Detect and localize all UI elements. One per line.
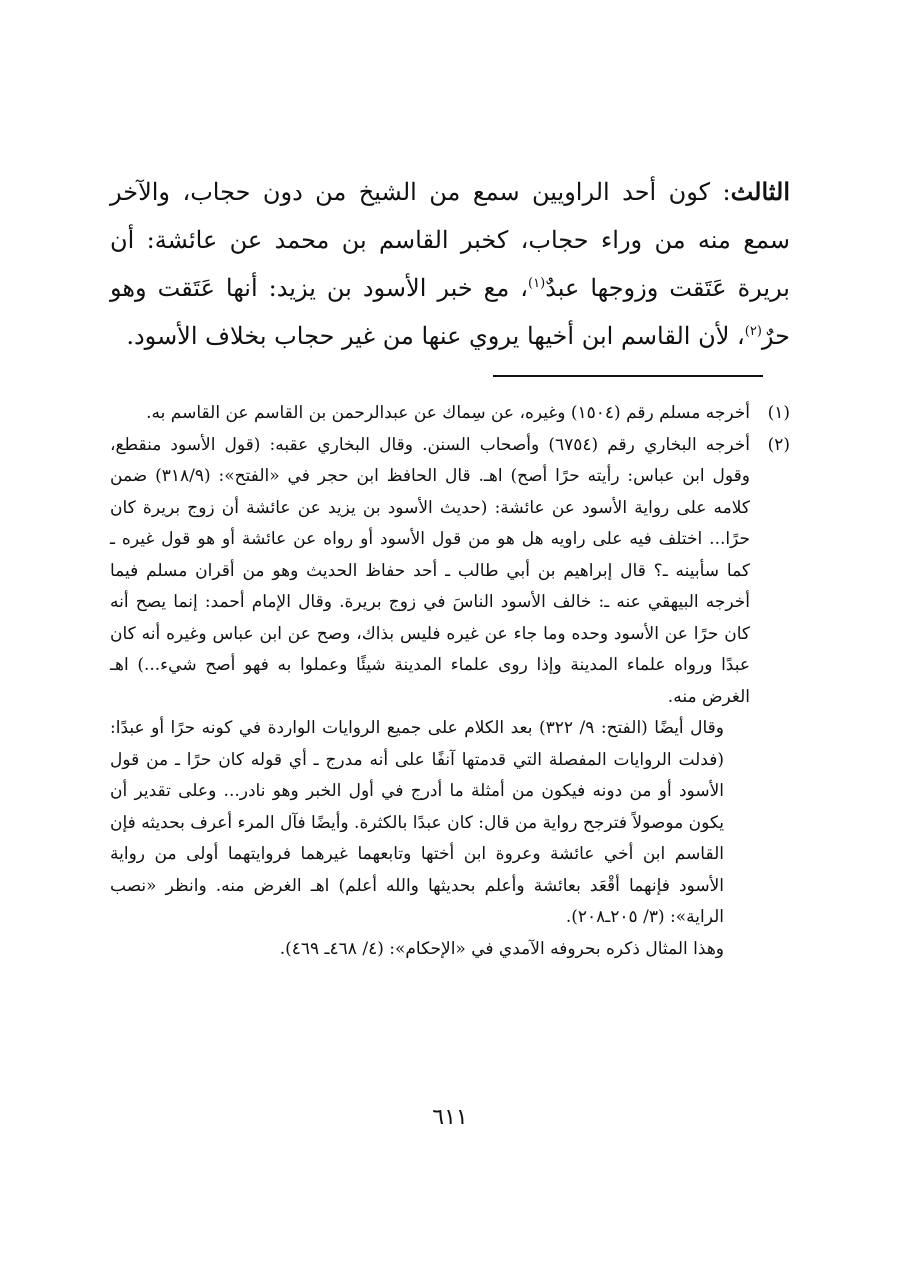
footnote-ref-1[interactable]: (١) (528, 276, 546, 291)
footnote-2 (110, 430, 790, 714)
main-text-part-3: ، لأن القاسم ابن أخيها يروي عنها من غير حجاب بخلاف الأسود. (126, 322, 745, 350)
main-text-part-2: ، مع خبر الأسود بن يزيد: أنها عَتَقت وهو حرٌ (110, 274, 790, 350)
page-number: ٦١١ (432, 1105, 468, 1130)
footnote-2-continuation-1: وقال أيضًا (الفتح: ٩/ ٣٢٢) بعد الكلام على جميع الروايات الواردة في كونه حرًا أو عبدًا: (فدلت الروايات المفصلة التي قدمتها آنفًا على أنه مدرج ـ أي قوله كان حرًا ـ من قول الأسود أو من دونه فيكون من أمثلة ما أدرج في أول الخبر وهو نادر... وعلى تقدير أن يكون موصولاً فترجح رواية من قال: كان عبدًا بالكثرة. وأيضًا فآل المرء أعرف بحديثه فإن القاسم ابن أخي عائشة وعروة ابن أختها وتابعهما غيرهما فروايتهما أولى من رواية الأسود فإنهما أقْعَد بعائشة وأعلم بحديثها والله أعلم) اهـ الغرض منه. وانظر «نصب الراية»: (٣/ ٢٠٥ـ٢٠٨). (110, 718, 725, 927)
footnote-ref-2[interactable]: (٢) (744, 324, 762, 339)
footnotes (110, 398, 790, 965)
section-lead-word: الثالث (730, 177, 790, 206)
footnote-separator (493, 375, 763, 377)
footnote-1-number: (١) (767, 403, 790, 423)
footnote-1 (110, 398, 790, 430)
main-paragraph (110, 168, 790, 360)
footnote-2-text: أخرجه البخاري رقم (٦٧٥٤) وأصحاب السنن. وقال البخاري عقبه: (قول الأسود منقطع، وقول ابن عباس: رأيته حرًا أصح) اهـ. قال الحافظ ابن حجر في «الفتح»: (٣١٨/٩) ضمن كلامه على رواية الأسود عن عائشة: (حديث الأسود بن يزيد عن عائشة أن زوج بريرة كان حرًا... اختلف فيه على راويه هل هو من قول الأسود أو رواه عن عائشة أو هو قول غيره ـ كما سأبينه ـ؟ قال إبراهيم بن أبي طالب ـ أحد حفاظ الحديث وهو من أقران مسلم فيما أخرجه البيهقي عنه ـ: خالف الأسود الناسَ في زوج بريرة. وقال الإمام أحمد: إنما يصح أنه كان حرًا عن الأسود وحده وما جاء عن غيره فليس بذاك، وصح عن ابن عباس وغيره أنه كان عبدًا ورواه علماء المدينة وإذا روى علماء المدينة شيئًا وعملوا به فهو أصح شيء...) اهـ الغرض منه. (110, 434, 751, 707)
main-text-part-1: : كون أحد الراويين سمع من الشيخ من دون حجاب، والآخر سمع منه من وراء حجاب، كخبر القاسم بن محمد عن عائشة: أن بريرة عَتَقت وزوجها عبدٌ (110, 178, 790, 302)
footnote-2-continuation-2: وهذا المثال ذكره بحروفه الآمدي في «الإحكام»: (٤/ ٤٦٨ـ ٤٦٩). (279, 938, 724, 959)
footnote-2-number: (٢) (767, 434, 790, 455)
footnote-1-text: أخرجه مسلم رقم (١٥٠٤) وغيره، عن سِماك عن عبدالرحمن بن القاسم عن القاسم به. (146, 403, 750, 423)
